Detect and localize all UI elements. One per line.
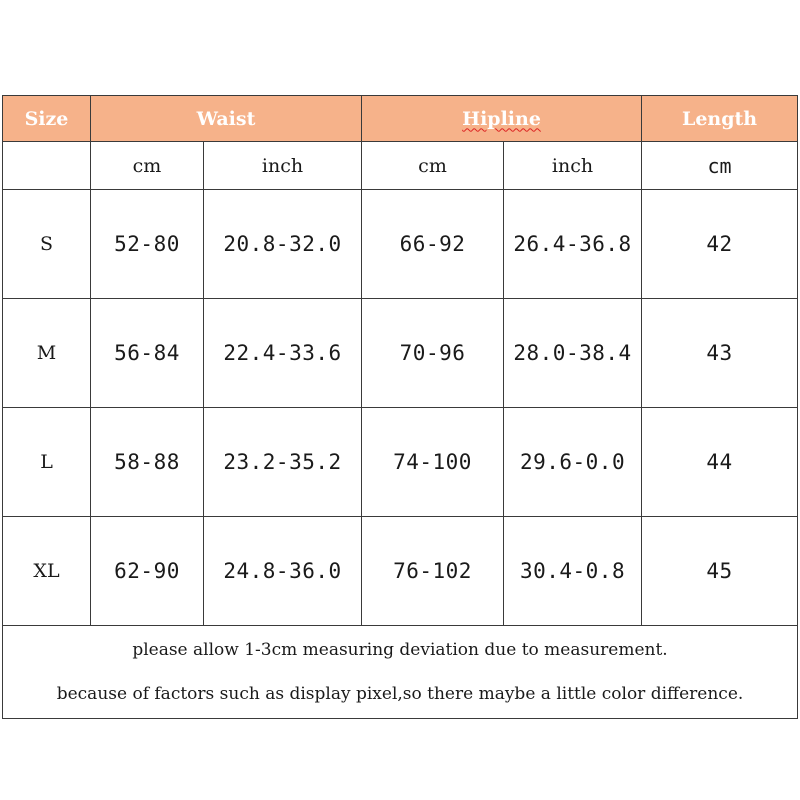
header-size: Size [3,96,91,142]
header-hipline-label: Hipline [462,107,541,130]
waist-cm-cell: 62-90 [91,517,204,626]
waist-cm-cell: 52-80 [91,190,204,299]
length-cm-cell: 45 [642,517,798,626]
notes-row [3,626,798,719]
size-chart-table [2,95,798,719]
table-row [3,299,798,408]
size-cell: M [3,299,91,408]
size-chart [2,95,798,723]
header-waist: Waist [91,96,362,142]
unit-waist-inch: inch [204,142,362,190]
unit-length-cm: cm [642,142,798,190]
waist-inch-cell: 24.8-36.0 [204,517,362,626]
hip-inch-cell: 30.4-0.8 [504,517,642,626]
note-deviation: please allow 1-3cm measuring deviation due to measurement. [132,640,668,660]
notes-cell [3,626,798,719]
header-row [3,96,798,142]
unit-hip-cm: cm [362,142,504,190]
waist-cm-cell: 56-84 [91,299,204,408]
units-row [3,142,798,190]
hip-cm-cell: 76-102 [362,517,504,626]
hip-cm-cell: 66-92 [362,190,504,299]
hip-cm-cell: 74-100 [362,408,504,517]
length-cm-cell: 43 [642,299,798,408]
hip-inch-cell: 26.4-36.8 [504,190,642,299]
unit-hip-inch: inch [504,142,642,190]
note-color-difference: because of factors such as display pixel,so there maybe a little color difference. [56,684,744,704]
size-cell: XL [3,517,91,626]
waist-inch-cell: 23.2-35.2 [204,408,362,517]
hip-inch-cell: 28.0-38.4 [504,299,642,408]
waist-inch-cell: 22.4-33.6 [204,299,362,408]
hip-cm-cell: 70-96 [362,299,504,408]
length-cm-cell: 42 [642,190,798,299]
header-hipline [362,96,642,142]
waist-cm-cell: 58-88 [91,408,204,517]
units-empty-cell [3,142,91,190]
length-cm-cell: 44 [642,408,798,517]
hip-inch-cell: 29.6-0.0 [504,408,642,517]
table-row [3,190,798,299]
unit-waist-cm: cm [91,142,204,190]
table-row [3,408,798,517]
size-cell: S [3,190,91,299]
waist-inch-cell: 20.8-32.0 [204,190,362,299]
size-cell: L [3,408,91,517]
header-length: Length [642,96,798,142]
table-row [3,517,798,626]
